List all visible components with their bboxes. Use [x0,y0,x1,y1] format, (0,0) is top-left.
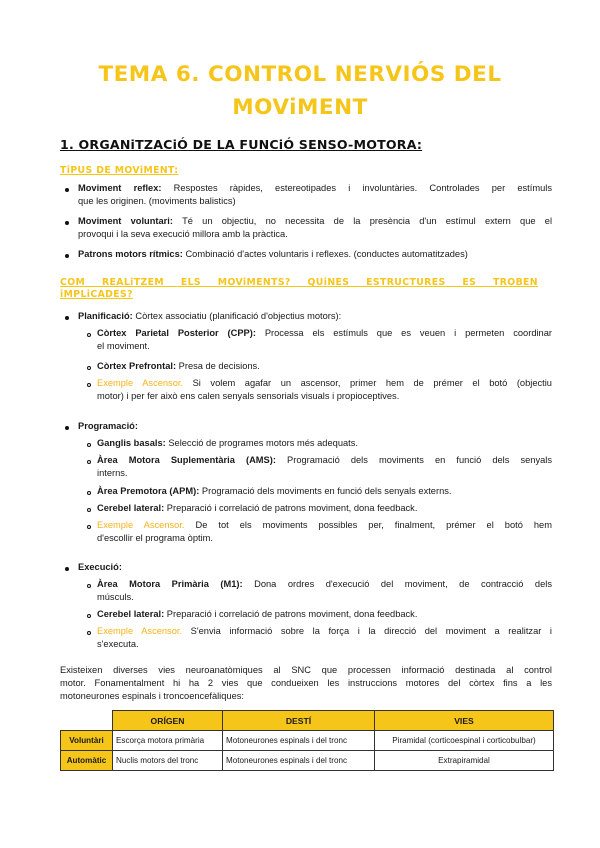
row-label: Automàtic [61,751,113,771]
programacio-item [78,420,552,433]
definition: Preparació i correlació de patrons moviment, dona feedback. [166,609,418,619]
definition-cont: provoqui i la seva execució millora amb la pràctica. [78,229,288,239]
circle-bullet-icon [87,491,91,495]
list-item-reflex [78,182,552,208]
definition-cont: que les originen. (moviments balistics) [78,196,236,206]
definition: De tot els moviments possibles per, finalment, prémer el botó hem [195,520,552,530]
title-line-2: MOViMENT [232,95,368,120]
paragraph-line: Existeixen diverses vies neuroanatòmiques al SNC que processen informació destinada al control [60,665,552,675]
circle-bullet-icon [87,366,91,370]
term: Cerebel lateral: [97,609,165,619]
bullet-icon [65,188,69,192]
programacio-ganglis [97,437,552,450]
term: Ganglis basals: [97,438,166,448]
term: Moviment voluntari: [78,216,173,226]
bullet-icon [65,254,69,258]
term: Còrtex Parietal Posterior (CPP): [97,328,256,338]
circle-bullet-icon [87,508,91,512]
definition: S'envia informació sobre la força i la direcció del moviment a realitzar i [190,626,552,636]
definition: Si volem agafar un ascensor, primer hem de prémer el botó (objectiu [192,378,552,388]
programacio-apm [97,485,552,498]
table-cell: Nuclis motors del tronc [113,751,223,771]
table-header: ORÍGEN [113,711,223,731]
circle-bullet-icon [87,333,91,337]
definition-cont: interns. [97,468,128,478]
circle-bullet-icon [87,525,91,529]
circle-bullet-icon [87,614,91,618]
example-label: Exemple Ascensor. [97,520,185,530]
planificacio-cpp [97,327,552,353]
programacio-exemple [97,519,552,545]
definition: Combinació d'actes voluntaris i reflexes. (conductes automatitzades) [185,249,468,259]
definition-cont: s'executa. [97,639,139,649]
definition-cont: el moviment. [97,341,150,351]
execucio-m1 [97,578,552,604]
definition: Respostes ràpides, estereotipades i involuntàries. Controlades per estímuls [173,183,552,193]
title-line-1: TEMA 6. CONTROL NERVIÓS DEL [98,62,502,87]
term: Àrea Premotora (APM): [97,486,200,496]
term: Planificació: [78,311,133,321]
circle-bullet-icon [87,460,91,464]
definition: Programació dels moviments en funció dels senyals [287,455,552,465]
term: Àrea Motora Suplementària (AMS): [97,455,276,465]
table-cell: Escorça motora primària [113,731,223,751]
bullet-icon [65,221,69,225]
definition: Programació dels moviments en funció dels senyals externs. [201,486,452,496]
example-label: Exemple Ascensor. [97,378,184,388]
table-row [61,751,554,771]
definition-cont: músculs. [97,592,134,602]
paragraph-line: motoneurones espinals i troncoencefàliques: [60,691,244,701]
table-row [61,731,554,751]
definition: Selecció de programes motors més adequats. [168,438,358,448]
list-item-voluntari [78,215,552,241]
table-cell: Motoneurones espinals i del tronc [223,731,375,751]
circle-bullet-icon [87,383,91,387]
subheading-com-line2: iMPLiCADES? [60,289,133,300]
row-label: Voluntàri [61,731,113,751]
table-header-empty [61,711,113,731]
planificacio-item [78,310,552,323]
table-header: DESTÍ [223,711,375,731]
definition: Còrtex associatiu (planificació d'objectius motors): [135,311,342,321]
section-heading: 1. ORGANiTZACiÓ DE LA FUNCiÓ SENSO-MOTORA: [60,137,423,152]
subheading-com-line1: COM REALiTZEM ELS MOViMENTS? QUiNES ESTRUCTURES ES TROBEN [60,277,538,288]
example-label: Exemple Ascensor. [97,626,183,636]
circle-bullet-icon [87,443,91,447]
execucio-exemple [97,625,552,651]
definition: Processa els estímuls que es veuen i permeten coordinar [264,328,552,338]
planificacio-exemple [97,377,552,403]
bullet-icon [65,426,69,430]
definition-cont: motor) i per fer això ens calen senyals sensorials visuals i propioceptives. [97,391,400,401]
table-header: VIES [375,711,554,731]
circle-bullet-icon [87,631,91,635]
table-header-row [61,711,554,731]
table-cell: Piramidal (corticoespinal i corticobulbar) [375,731,554,751]
subheading-tipus: TiPUS DE MOViMENT: [60,165,179,176]
term: Patrons motors rítmics: [78,249,183,259]
term: Programació: [78,421,138,431]
term: Execució: [78,562,122,572]
planificacio-prefrontal [97,360,552,373]
definition: Dona ordres d'execució del moviment, de contracció dels [254,579,552,589]
term: Còrtex Prefrontal: [97,361,177,371]
table-cell: Extrapiramidal [375,751,554,771]
definition: Té un objectiu, no necessita de la presència d'un estímul extern que el [182,216,553,226]
page-title [40,58,560,124]
paragraph-line: motor. Fonamentalment hi ha 2 vies que condueixen les instruccions motores del còrtex fins a les [60,678,552,688]
table-cell: Motoneurones espinals i del tronc [223,751,375,771]
execucio-cerebel [97,608,552,621]
term: Moviment reflex: [78,183,162,193]
programacio-ams [97,454,552,480]
definition: Preparació i correlació de patrons moviment, dona feedback. [166,503,418,513]
execucio-item [78,561,552,574]
definition: Presa de decisions. [178,361,260,371]
vies-table [60,710,554,771]
bullet-icon [65,316,69,320]
programacio-cerebel [97,502,552,515]
definition-cont: d'escollir el programa òptim. [97,533,213,543]
term: Cerebel lateral: [97,503,165,513]
term: Àrea Motora Primària (M1): [97,579,243,589]
list-item-ritmics [78,248,552,261]
circle-bullet-icon [87,584,91,588]
bullet-icon [65,567,69,571]
intro-paragraph [60,664,552,703]
